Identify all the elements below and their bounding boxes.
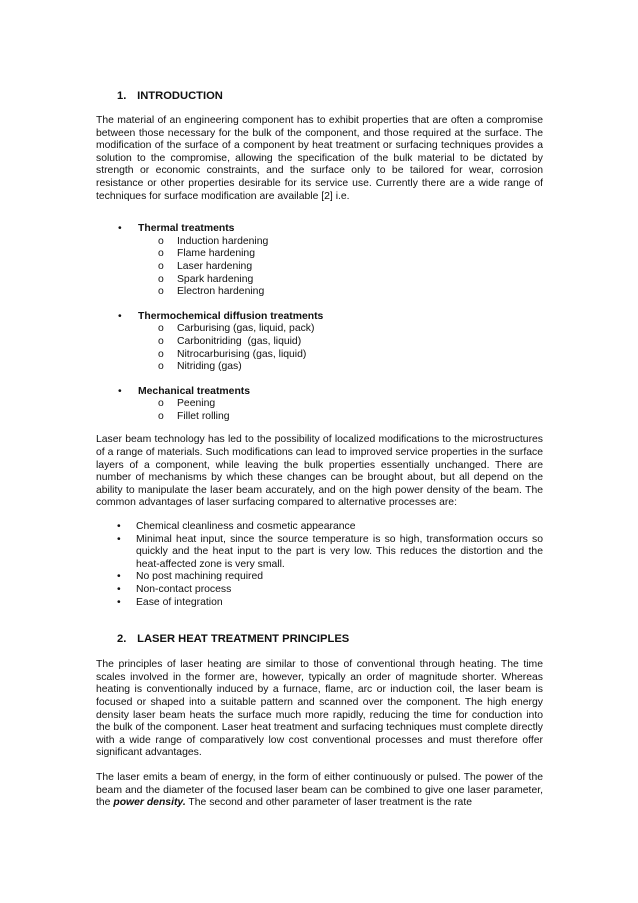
- list-item: [138, 286, 543, 299]
- advantage-item: [96, 534, 543, 572]
- paragraph-text: The laser emits a beam of energy, in the form of either continuously or pulsed. The power of the beam and the diameter of the focused laser beam can be combined to give one laser parameter, the: [96, 771, 543, 809]
- section-2-heading: [117, 631, 543, 647]
- advantage-item: [96, 571, 543, 584]
- list-item-text: Induction hardening: [177, 235, 269, 247]
- advantage-text: Minimal heat input, since the source temperature is so high, transformation occurs so quickly and the heat input to the part is very low. This reduces the distortion and the heat-affected zone is very small.: [136, 533, 543, 570]
- sub-list: [138, 323, 543, 373]
- list-item: [138, 398, 543, 411]
- laser-technology-paragraph: Laser beam technology has led to the possibility of localized modifications to the microstructures of a range of materials. Such modifications can lead to improved service properties in the surface layers of a component, while leaving the bulk properties essentially unchanged. There are number of mechanisms by which these changes can be brought about, but all depend on the ability to manipulate the laser beam accurately, and on the high power density of the beam. The common advantages of laser surfacing compared to alternative processes are:: [96, 434, 543, 509]
- intro-paragraph: The material of an engineering component has to exhibit properties that are often a compromise between those necessary for the bulk of the component, and those required at the surface. The modification of the surface of a component by heat treatment or surfacing techniques provides a solution to the compromise, allowing the specification of the bulk material to be dictated by strength or economic constraints, and the surface only to be tailored for wear, corrosion resistance or other properties desirable for its service use. Currently there are a wide range of techniques for surface modification are available [2] i.e.: [96, 115, 543, 202]
- paragraph-text: The second and other parameter of laser treatment is the rate: [185, 797, 473, 809]
- list-item-text: Nitrocarburising (gas, liquid): [177, 348, 307, 360]
- advantages-list: [96, 521, 543, 609]
- list-item: [138, 349, 543, 362]
- advantage-text: Ease of integration: [136, 596, 223, 608]
- advantage-text: Chemical cleanliness and cosmetic appearance: [136, 521, 356, 533]
- circle-bullet-icon: o: [158, 361, 164, 373]
- circle-bullet-icon: o: [158, 335, 164, 347]
- circle-bullet-icon: o: [158, 410, 164, 422]
- circle-bullet-icon: o: [158, 323, 164, 335]
- category-thermal: [96, 223, 543, 299]
- bullet-icon: •: [118, 310, 122, 322]
- list-item: [138, 323, 543, 336]
- list-item: [138, 336, 543, 349]
- list-item-text: Nitriding (gas): [177, 361, 242, 373]
- list-item-text: Electron hardening: [177, 286, 265, 298]
- sub-list: [138, 236, 543, 299]
- category-mechanical: [96, 386, 543, 424]
- list-item-text: Fillet rolling: [177, 410, 230, 422]
- section-2-number: 2.: [117, 633, 127, 646]
- sub-list: [138, 398, 543, 423]
- list-item: [138, 248, 543, 261]
- advantage-text: Non-contact process: [136, 584, 232, 595]
- circle-bullet-icon: o: [158, 235, 164, 247]
- principles-paragraph: The principles of laser heating are similar to those of conventional through heating. The time scales involved in the former are, however, typically an order of magnitude shorter. Whereas heating is conventionally induced by a furnace, flame, arc or induction coil, the laser beam is focused or shaped into a suitable pattern and scanned over the component. The high energy density laser beam heats the surface much more rapidly, reducing the time for conduction into the bulk of the component. Laser heat treatment and surfacing techniques must complete directly with a wide range of comparatively low cost conventional processes and must therefore offer significant advantages.: [96, 659, 543, 759]
- bullet-icon: •: [118, 385, 122, 397]
- bullet-icon: •: [117, 584, 121, 595]
- list-item-text: Peening: [177, 398, 216, 410]
- advantage-text: No post machining required: [136, 571, 264, 583]
- circle-bullet-icon: o: [158, 273, 164, 285]
- section-1-title: INTRODUCTION: [137, 90, 223, 102]
- power-density-paragraph: [96, 772, 543, 810]
- category-title: Mechanical treatments: [138, 385, 251, 397]
- power-density-term: power density.: [113, 797, 186, 809]
- advantage-item: [96, 521, 543, 534]
- category-title: Thermal treatments: [138, 223, 235, 235]
- circle-bullet-icon: o: [158, 348, 164, 360]
- bullet-icon: •: [117, 521, 121, 533]
- circle-bullet-icon: o: [158, 398, 164, 410]
- list-item-text: Carburising (gas, liquid, pack): [177, 323, 315, 335]
- list-item: [138, 274, 543, 287]
- document-content: [96, 88, 543, 810]
- circle-bullet-icon: o: [158, 260, 164, 272]
- section-1-number: 1.: [117, 90, 127, 102]
- bullet-icon: •: [117, 533, 121, 545]
- list-item-text: Flame hardening: [177, 248, 255, 260]
- circle-bullet-icon: o: [158, 286, 164, 298]
- list-item: [138, 411, 543, 424]
- section-2-title: LASER HEAT TREATMENT PRINCIPLES: [137, 633, 350, 646]
- circle-bullet-icon: o: [158, 248, 164, 260]
- category-thermochemical: [96, 311, 543, 374]
- list-item: [138, 236, 543, 249]
- category-title: Thermochemical diffusion treatments: [138, 310, 324, 322]
- bullet-icon: •: [117, 571, 121, 583]
- list-item: [138, 361, 543, 374]
- list-item-text: Laser hardening: [177, 260, 253, 272]
- bullet-icon: •: [117, 596, 121, 608]
- advantage-item: [96, 584, 543, 597]
- list-item-text: Spark hardening: [177, 273, 254, 285]
- section-1-heading: [117, 88, 543, 104]
- bullet-icon: •: [118, 223, 122, 235]
- technique-list: [96, 223, 543, 423]
- advantage-item: [96, 597, 543, 610]
- list-item: [138, 261, 543, 274]
- list-item-text: Carbonitriding (gas, liquid): [177, 335, 302, 347]
